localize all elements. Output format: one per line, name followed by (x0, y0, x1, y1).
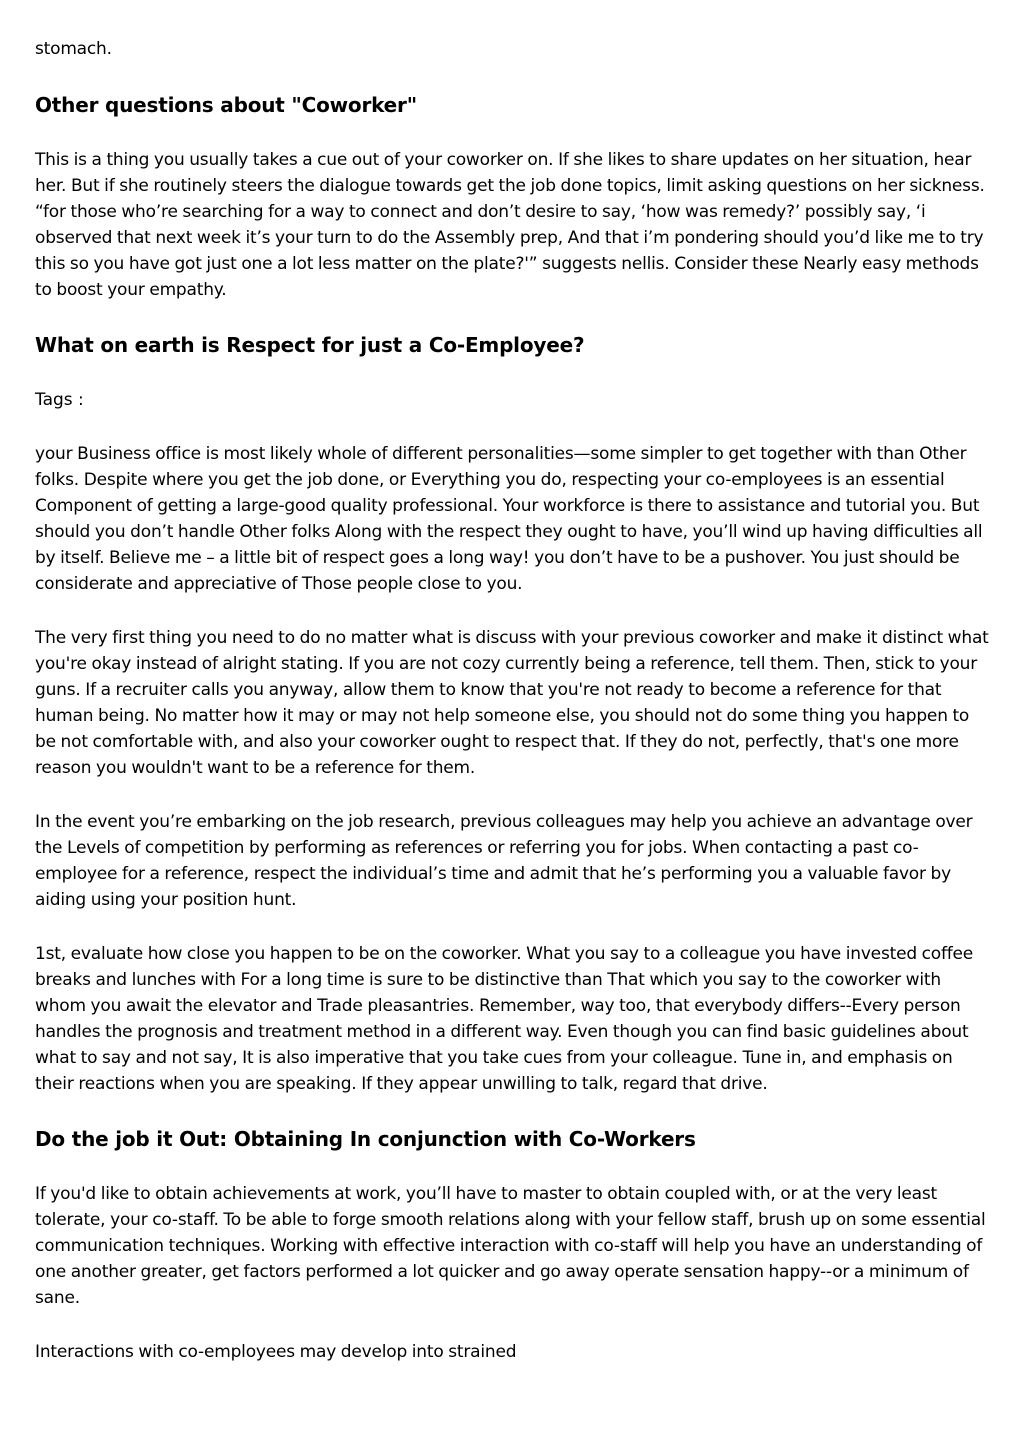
section-heading-respect: What on earth is Respect for just a Co-Employee? (35, 333, 585, 357)
paragraph-first-thing: The very first thing you need to do no matter what is discuss with your previous coworker and make it distinct what you're okay instead of alright stating. If you are not cozy currently being a reference, tell them. Then, stick to your guns. If a recruiter calls you anyway, allow them to know that you're not ready to become a reference for that human being. No matter how it may or may not help someone else, you should not do some thing you happen to be not comfortable with, and also your coworker ought to respect that. If they do not, perfectly, that's one more reason you wouldn't want to be a reference for them. (35, 628, 989, 778)
paragraph-business-office: your Business office is most likely whole of different personalities—some simpler to get together with than Other folks. Despite where you get the job done, or Everything you do, respecting your co-employees is an essential Component of getting a large-good quality professional. Your workforce is there to assistance and tutorial you. But should you don’t handle Other folks Along with the respect they ought to have, you’ll wind up having difficulties all by itself. Believe me – a little bit of respect goes a long way! you don’t have to be a pushover. You just should be considerate and appreciative of Those people close to you. (35, 444, 983, 594)
paragraph-job-research: In the event you’re embarking on the job research, previous colleagues may help you achieve an advantage over the Levels of competition by performing as references or referring you for jobs. When contacting a past co-employee for a reference, respect the individual’s time and admit that he’s performing you a valuable favor by aiding using your position hunt. (35, 812, 973, 910)
paragraph-strained-interactions: Interactions with co-employees may develop into strained (35, 1342, 517, 1362)
intro-fragment: stomach. (35, 39, 112, 59)
paragraph-achievements-at-work: If you'd like to obtain achievements at work, you’ll have to master to obtain coupled with, or at the very least tolerate, your co-staff. To be able to forge smooth relations along with your fellow staff, brush up on some essential communication techniques. Working with effective interaction with co-staff will help you have an understanding of one another greater, get factors performed a lot quicker and go away operate sensation happy--or a minimum of sane. (35, 1184, 986, 1308)
tags-label: Tags : (35, 390, 84, 410)
paragraph-evaluate-closeness: 1st, evaluate how close you happen to be on the coworker. What you say to a colleague you have invested coffee breaks and lunches with For a long time is sure to be distinctive than That which you say to the coworker with whom you await the elevator and Trade pleasantries. Remember, way too, that everybody differs--Every person handles the prognosis and treatment method in a different way. Even though you can find basic guidelines about what to say and not say, It is also imperative that you take cues from your colleague. Tune in, and emphasis on their reactions when you are speaking. If they appear unwilling to talk, regard that drive. (35, 944, 974, 1094)
section-heading-other-questions: Other questions about "Coworker" (35, 93, 417, 117)
paragraph-coworker-cue: This is a thing you usually takes a cue out of your coworker on. If she likes to share updates on her situation, hear her. But if she routinely steers the dialogue towards get the job done topics, limit asking questions on her sickness. “for those who’re searching for a way to connect and don’t desire to say, ‘how was remedy?’ possibly say, ‘i observed that next week it’s your turn to do the Assembly prep, And that i’m pondering should you’d like me to try this so you have got just one a lot less matter on the plate?'” suggests nellis. Consider these Nearly easy methods to boost your empathy. (35, 150, 985, 300)
section-heading-co-workers: Do the job it Out: Obtaining In conjunction with Co-Workers (35, 1127, 696, 1151)
